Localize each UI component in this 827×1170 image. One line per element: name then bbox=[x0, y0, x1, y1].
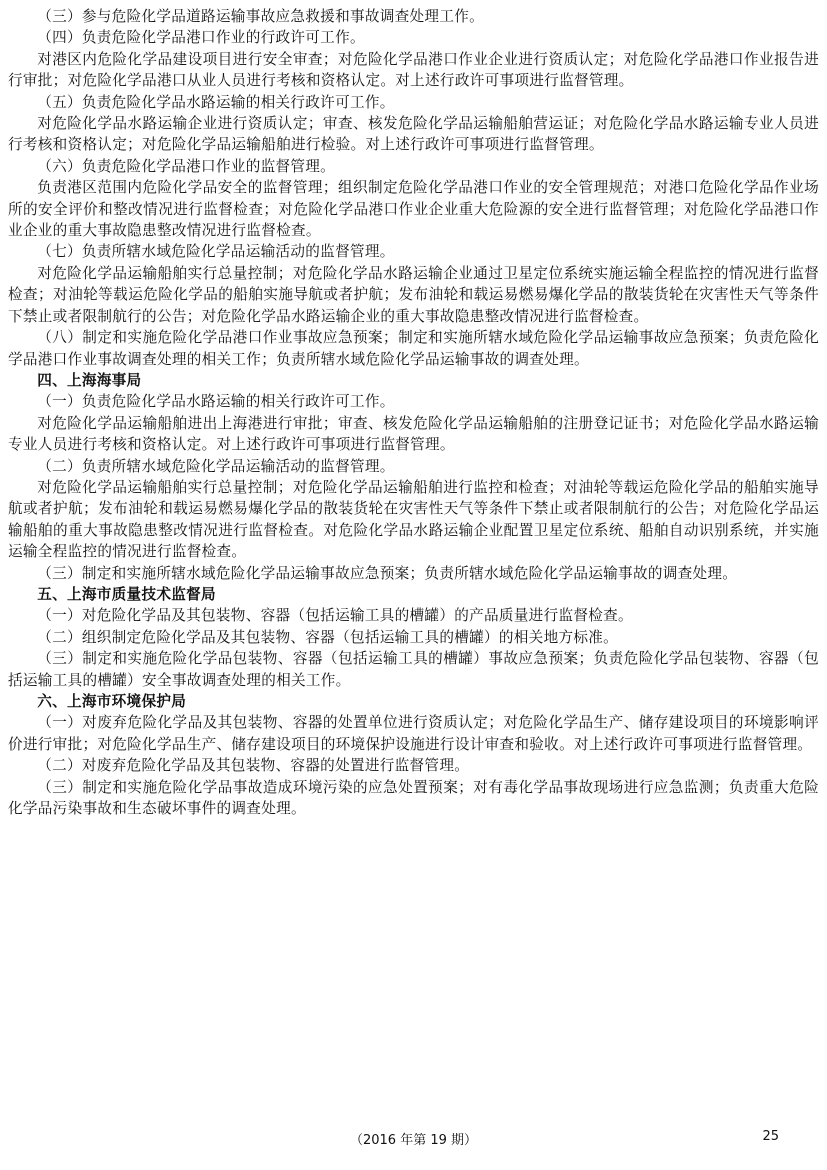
paragraph: 对港区内危险化学品建设项目进行安全审查；对危险化学品港口作业企业进行资质认定；对危险化学品港口作业报告进行审批；对危险化学品港口从业人员进行考核和资格认定。对上述行政许可事项进行监督管理。 bbox=[8, 50, 819, 90]
paragraph: （一）负责危险化学品水路运输的相关行政许可工作。 bbox=[37, 393, 395, 411]
paragraph: （七）负责所辖水域危险化学品运输活动的监督管理。 bbox=[37, 243, 395, 261]
paragraph: （三）制定和实施危险化学品包装物、容器（包括运输工具的槽罐）事故应急预案；负责危险化学品包装物、容器（包括运输工具的槽罐）安全事故调查处理的相关工作。 bbox=[8, 650, 819, 689]
paragraph: （二）负责所辖水域危险化学品运输活动的监督管理。 bbox=[37, 457, 395, 475]
section-heading: 四、上海海事局 bbox=[37, 371, 142, 389]
paragraph: （五）负责危险化学品水路运输的相关行政许可工作。 bbox=[37, 93, 395, 111]
paragraph: 对危险化学品运输船舶实行总量控制；对危险化学品运输船舶进行监控和检查；对油轮等载运危险化学品的船舶实施导航或者护航；发布油轮和载运易燃易爆化学品的散装货轮在灾害性天气等条件下禁止或者限制航行的公告；对危险化学品运输船舶的重大事故隐患整改情况进行监督检查。对危险化学品水路运输企业配置卫星定位系统、船舶自动识别系统，并实施运输全程监控的情况进行监督检查。 bbox=[8, 478, 819, 561]
paragraph: （四）负责危险化学品港口作业的行政许可工作。 bbox=[37, 29, 365, 47]
paragraph: （二）组织制定危险化学品及其包装物、容器（包括运输工具的槽罐）的相关地方标准。 bbox=[37, 628, 619, 646]
body-text bbox=[8, 6, 819, 819]
paragraph: 对危险化学品水路运输企业进行资质认定；审查、核发危险化学品运输船舶营运证；对危险化学品水路运输专业人员进行考核和资格认定；对危险化学品运输船舶进行检验。对上述行政许可事项进行监督管理。 bbox=[8, 115, 819, 154]
page-footer bbox=[0, 1129, 827, 1153]
page-number: 25 bbox=[762, 1129, 779, 1144]
paragraph: 对危险化学品运输船舶实行总量控制；对危险化学品水路运输企业通过卫星定位系统实施运输全程监控的情况进行监督检查；对油轮等载运危险化学品的船舶实施导航或者护航；发布油轮和载运易燃易爆化学品的散装货轮在灾害性天气等条件下禁止或者限制航行的公告；对危险化学品水路运输企业的重大事故隐患整改情况进行监督检查。 bbox=[8, 264, 819, 325]
issue-label: （2016 年第 19 期） bbox=[349, 1133, 478, 1148]
paragraph: （六）负责危险化学品港口作业的监督管理。 bbox=[37, 157, 336, 175]
section-heading: 五、上海市质量技术监督局 bbox=[37, 585, 216, 603]
paragraph: （一）对废弃危险化学品及其包装物、容器的处置单位进行资质认定；对危险化学品生产、储存建设项目的环境影响评价进行审批；对危险化学品生产、储存建设项目的环境保护设施进行设计审查和验收。对上述行政许可事项进行监督管理。 bbox=[8, 714, 819, 753]
paragraph: 负责港区范围内危险化学品安全的监督管理；组织制定危险化学品港口作业的安全管理规范；对港口危险化学品作业场所的安全评价和整改情况进行监督检查；对危险化学品港口作业企业重大危险源的安全进行监督管理；对危险化学品港口作业企业的重大事故隐患整改情况进行监督检查。 bbox=[8, 179, 819, 240]
paragraph: 对危险化学品运输船舶进出上海港进行审批；审查、核发危险化学品运输船舶的注册登记证书；对危险化学品水路运输专业人员进行考核和资格认定。对上述行政许可事项进行监督管理。 bbox=[8, 414, 819, 454]
paragraph: （八）制定和实施危险化学品港口作业事故应急预案；制定和实施所辖水域危险化学品运输事故应急预案；负责危险化学品港口作业事故调查处理的相关工作；负责所辖水域危险化学品运输事故的调查处理。 bbox=[8, 329, 819, 368]
paragraph: （一）对危险化学品及其包装物、容器（包括运输工具的槽罐）的产品质量进行监督检查。 bbox=[37, 607, 633, 625]
paragraph: （三）制定和实施所辖水域危险化学品运输事故应急预案；负责所辖水域危险化学品运输事故的调查处理。 bbox=[37, 564, 738, 582]
paragraph: （二）对废弃危险化学品及其包装物、容器的处置进行监督管理。 bbox=[37, 757, 470, 775]
section-heading: 六、上海市环境保护局 bbox=[37, 693, 187, 710]
paragraph: （三）参与危险化学品道路运输事故应急救援和事故调查处理工作。 bbox=[37, 8, 485, 25]
paragraph: （三）制定和实施危险化学品事故造成环境污染的应急处置预案；对有毒化学品事故现场进行应急监测；负责重大危险化学品污染事故和生态破坏事件的调查处理。 bbox=[8, 778, 819, 818]
